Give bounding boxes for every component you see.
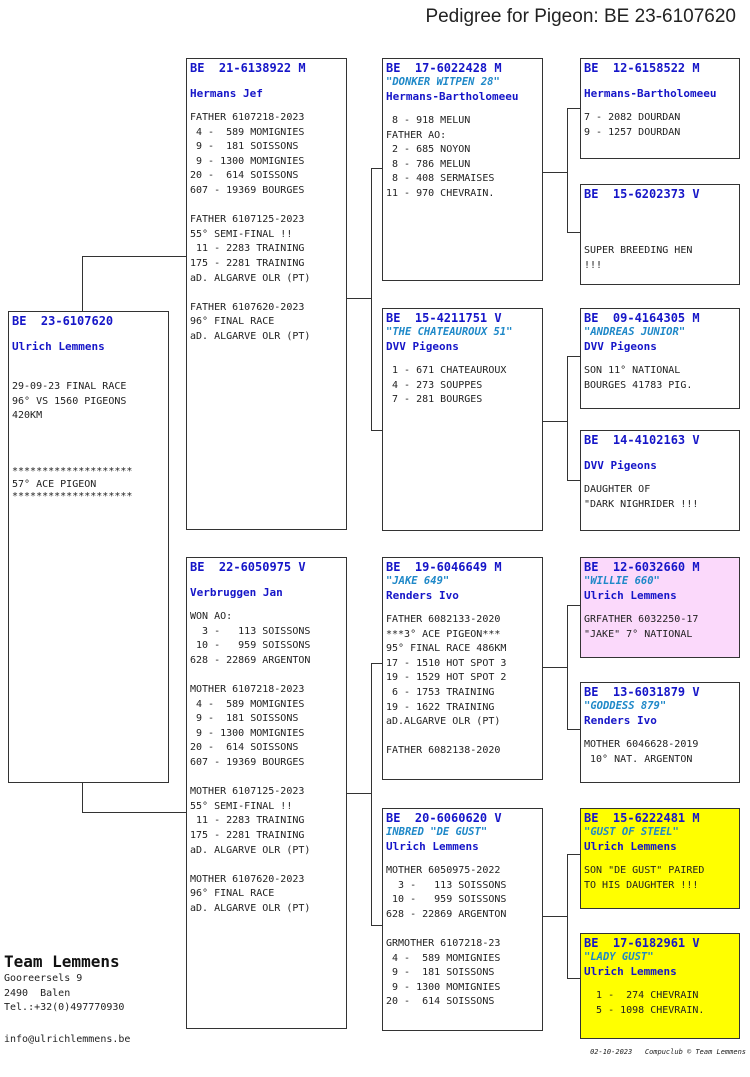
connector-line bbox=[567, 356, 568, 480]
connector-line bbox=[82, 812, 187, 813]
pigeon-card-father bbox=[186, 58, 347, 530]
pigeon-card-great-grandparent bbox=[580, 430, 740, 531]
owner-name: Ulrich Lemmens bbox=[584, 840, 677, 853]
owner-name: Hermans-Bartholomeeu bbox=[386, 90, 519, 103]
performance-info: 29-09-23 FINAL RACE 96° VS 1560 PIGEONS 420KM bbox=[12, 381, 127, 422]
performance-info: DAUGHTER OF "DARK NIGHRIDER !!! bbox=[584, 484, 699, 510]
pigeon-nickname: "ANDREAS JUNIOR" bbox=[584, 326, 686, 338]
pigeon-card-great-grandparent bbox=[580, 557, 740, 658]
pigeon-card-great-grandparent bbox=[580, 933, 740, 1039]
owner-name: DVV Pigeons bbox=[584, 459, 657, 472]
owner-name: Renders Ivo bbox=[386, 589, 459, 602]
pigeon-card-mother bbox=[186, 557, 347, 1029]
performance-info: FATHER 6082133-2020 ***3° ACE PIGEON*** 95° FINAL RACE 486KM 17 - 1510 HOT SPOT 3 19 - 1529 HOT SPOT 2 6 - 1753 TRAINING 19 - 1622 TRAINING aD.ALGARVE OLR (PT) FATHER 6082138-2020 bbox=[386, 614, 507, 757]
pigeon-card-great-grandparent bbox=[580, 184, 740, 285]
ring-number: BE 09-4164305 M bbox=[584, 311, 700, 325]
pigeon-nickname: "JAKE 649" bbox=[386, 575, 450, 587]
ring-number: BE 15-6202373 V bbox=[584, 187, 700, 201]
owner-name: DVV Pigeons bbox=[584, 340, 657, 353]
team-phone: Tel.:+32(0)497770930 bbox=[4, 1002, 125, 1013]
owner-name: Hermans-Bartholomeeu bbox=[584, 87, 717, 100]
pigeon-nickname: "DONKER WITPEN 28" bbox=[386, 76, 500, 88]
connector-line bbox=[567, 232, 581, 233]
team-city: 2490 Balen bbox=[4, 987, 71, 999]
performance-info: MOTHER 6046628-2019 10° NAT. ARGENTON bbox=[584, 739, 699, 765]
ring-number: BE 13-6031879 V bbox=[584, 685, 700, 699]
ring-number: BE 17-6022428 M bbox=[386, 61, 502, 75]
owner-name: Verbruggen Jan bbox=[190, 586, 283, 599]
pigeon-nickname: INBRED "DE GUST" bbox=[386, 826, 488, 838]
connector-line bbox=[346, 793, 371, 794]
ring-number: BE 19-6046649 M bbox=[386, 560, 502, 574]
pigeon-card-great-grandparent bbox=[580, 58, 740, 159]
team-contact bbox=[4, 952, 124, 1016]
connector-line bbox=[542, 916, 567, 917]
connector-line bbox=[371, 663, 372, 925]
owner-name: Ulrich Lemmens bbox=[584, 965, 677, 978]
ring-number: BE 23-6107620 bbox=[12, 314, 114, 328]
page-title: Pedigree for Pigeon: BE 23-6107620 bbox=[425, 6, 736, 27]
team-email: info@ulrichlemmens.be bbox=[4, 1034, 131, 1045]
pigeon-card-great-grandparent bbox=[580, 682, 740, 783]
performance-info: FATHER 6107218-2023 4 - 589 MOMIGNIES 9 - 181 SOISSONS 9 - 1300 MOMIGNIES 20 - 614 SOISSONS 607 - 19369 BOURGES FATHER 6107125-2023 55° SEMI-FINAL !! 11 - 2283 TRAINING 175 - 2281 TRAINING aD. ALGARVE OLR (PT) FATHER 6107620-2023 96° FINAL RACE aD. ALGARVE OLR (PT) bbox=[190, 112, 311, 342]
performance-info: GRFATHER 6032250-17 "JAKE" 7° NATIONAL bbox=[584, 614, 699, 640]
performance-info: 1 - 671 CHATEAUROUX 4 - 273 SOUPPES 7 - 281 BOURGES bbox=[392, 365, 507, 406]
pigeon-card-grandfather-paternal bbox=[382, 58, 543, 281]
performance-info: SUPER BREEDING HEN !!! bbox=[584, 245, 693, 271]
ring-number: BE 17-6182961 V bbox=[584, 936, 700, 950]
connector-line bbox=[567, 605, 568, 729]
connector-line bbox=[567, 854, 581, 855]
ring-number: BE 12-6032660 M bbox=[584, 560, 700, 574]
connector-line bbox=[567, 605, 581, 606]
performance-info: 1 - 274 CHEVRAIN 5 - 1098 CHEVRAIN. bbox=[596, 990, 705, 1016]
connector-line bbox=[82, 782, 83, 812]
performance-info: WON AO: 3 - 113 SOISSONS 10 - 959 SOISSONS 628 - 22869 ARGENTON MOTHER 6107218-2023 4 - 589 MOMIGNIES 9 - 181 SOISSONS 9 - 1300 MOMIGNIES 20 - 614 SOISSONS 607 - 19369 BOURGES MOTHER 6107125-2023 55° SEMI-FINAL !! 11 - 2283 TRAINING 175 - 2281 TRAINING aD. ALGARVE OLR (PT) MOTHER 6107620-2023 96° FINAL RACE aD. ALGARVE OLR (PT) bbox=[190, 611, 311, 914]
owner-name: Ulrich Lemmens bbox=[12, 340, 105, 353]
connector-line bbox=[346, 298, 371, 299]
connector-line bbox=[567, 854, 568, 978]
connector-line bbox=[567, 729, 581, 730]
owner-name: Hermans Jef bbox=[190, 87, 263, 100]
pigeon-card-grandfather-maternal bbox=[382, 557, 543, 780]
footer-credit: 02-10-2023 Compuclub © Team Lemmens bbox=[590, 1048, 746, 1056]
ring-number: BE 22-6050975 V bbox=[190, 560, 306, 574]
performance-info: MOTHER 6050975-2022 3 - 113 SOISSONS 10 - 959 SOISSONS 628 - 22869 ARGENTON GRMOTHER 6107218-23 4 - 589 MOMIGNIES 9 - 181 SOISSONS 9 - 1300 MOMIGNIES 20 - 614 SOISSONS bbox=[386, 865, 507, 1008]
connector-line bbox=[567, 108, 581, 109]
pigeon-nickname: "GUST OF STEEL" bbox=[584, 826, 679, 838]
pigeon-card-grandmother-maternal bbox=[382, 808, 543, 1031]
pigeon-nickname: "GODDESS 879" bbox=[584, 700, 667, 712]
stars-divider: ******************** bbox=[12, 490, 133, 502]
connector-line bbox=[82, 256, 187, 257]
connector-line bbox=[567, 108, 568, 232]
pigeon-nickname: "WILLIE 660" bbox=[584, 575, 660, 587]
performance-info: 7 - 2082 DOURDAN 9 - 1257 DOURDAN bbox=[584, 112, 681, 138]
pigeon-card-subject bbox=[8, 311, 169, 783]
owner-name: Renders Ivo bbox=[584, 714, 657, 727]
pigeon-nickname: "THE CHATEAUROUX 51" bbox=[386, 326, 513, 338]
ring-number: BE 14-4102163 V bbox=[584, 433, 700, 447]
owner-name: Ulrich Lemmens bbox=[386, 840, 479, 853]
owner-name: Ulrich Lemmens bbox=[584, 589, 677, 602]
pigeon-card-grandmother-paternal bbox=[382, 308, 543, 531]
pigeon-card-great-grandparent bbox=[580, 808, 740, 909]
ring-number: BE 20-6060620 V bbox=[386, 811, 502, 825]
connector-line bbox=[567, 356, 581, 357]
ring-number: BE 15-4211751 V bbox=[386, 311, 502, 325]
performance-info: SON "DE GUST" PAIRED TO HIS DAUGHTER !!! bbox=[584, 865, 705, 891]
team-name: Team Lemmens bbox=[4, 952, 120, 971]
ring-number: BE 12-6158522 M bbox=[584, 61, 700, 75]
ring-number: BE 21-6138922 M bbox=[190, 61, 306, 75]
pigeon-card-great-grandparent bbox=[580, 308, 740, 409]
stars-divider: ******************** bbox=[12, 465, 133, 477]
ring-number: BE 15-6222481 M bbox=[584, 811, 700, 825]
owner-name: DVV Pigeons bbox=[386, 340, 459, 353]
connector-line bbox=[567, 978, 581, 979]
pigeon-nickname: "LADY GUST" bbox=[584, 951, 654, 963]
team-street: Gooreersels 9 bbox=[4, 973, 83, 984]
connector-line bbox=[371, 168, 372, 430]
connector-line bbox=[82, 256, 83, 312]
connector-line bbox=[542, 667, 567, 668]
connector-line bbox=[542, 172, 567, 173]
performance-info: 8 - 918 MELUN FATHER AO: 2 - 685 NOYON 8 - 786 MELUN 8 - 408 SERMAISES 11 - 970 CHEVRAIN. bbox=[386, 115, 495, 199]
connector-line bbox=[542, 421, 567, 422]
remark: 57° ACE PIGEON bbox=[12, 478, 97, 490]
connector-line bbox=[567, 480, 581, 481]
performance-info: SON 11° NATIONAL BOURGES 41783 PIG. bbox=[584, 365, 693, 391]
